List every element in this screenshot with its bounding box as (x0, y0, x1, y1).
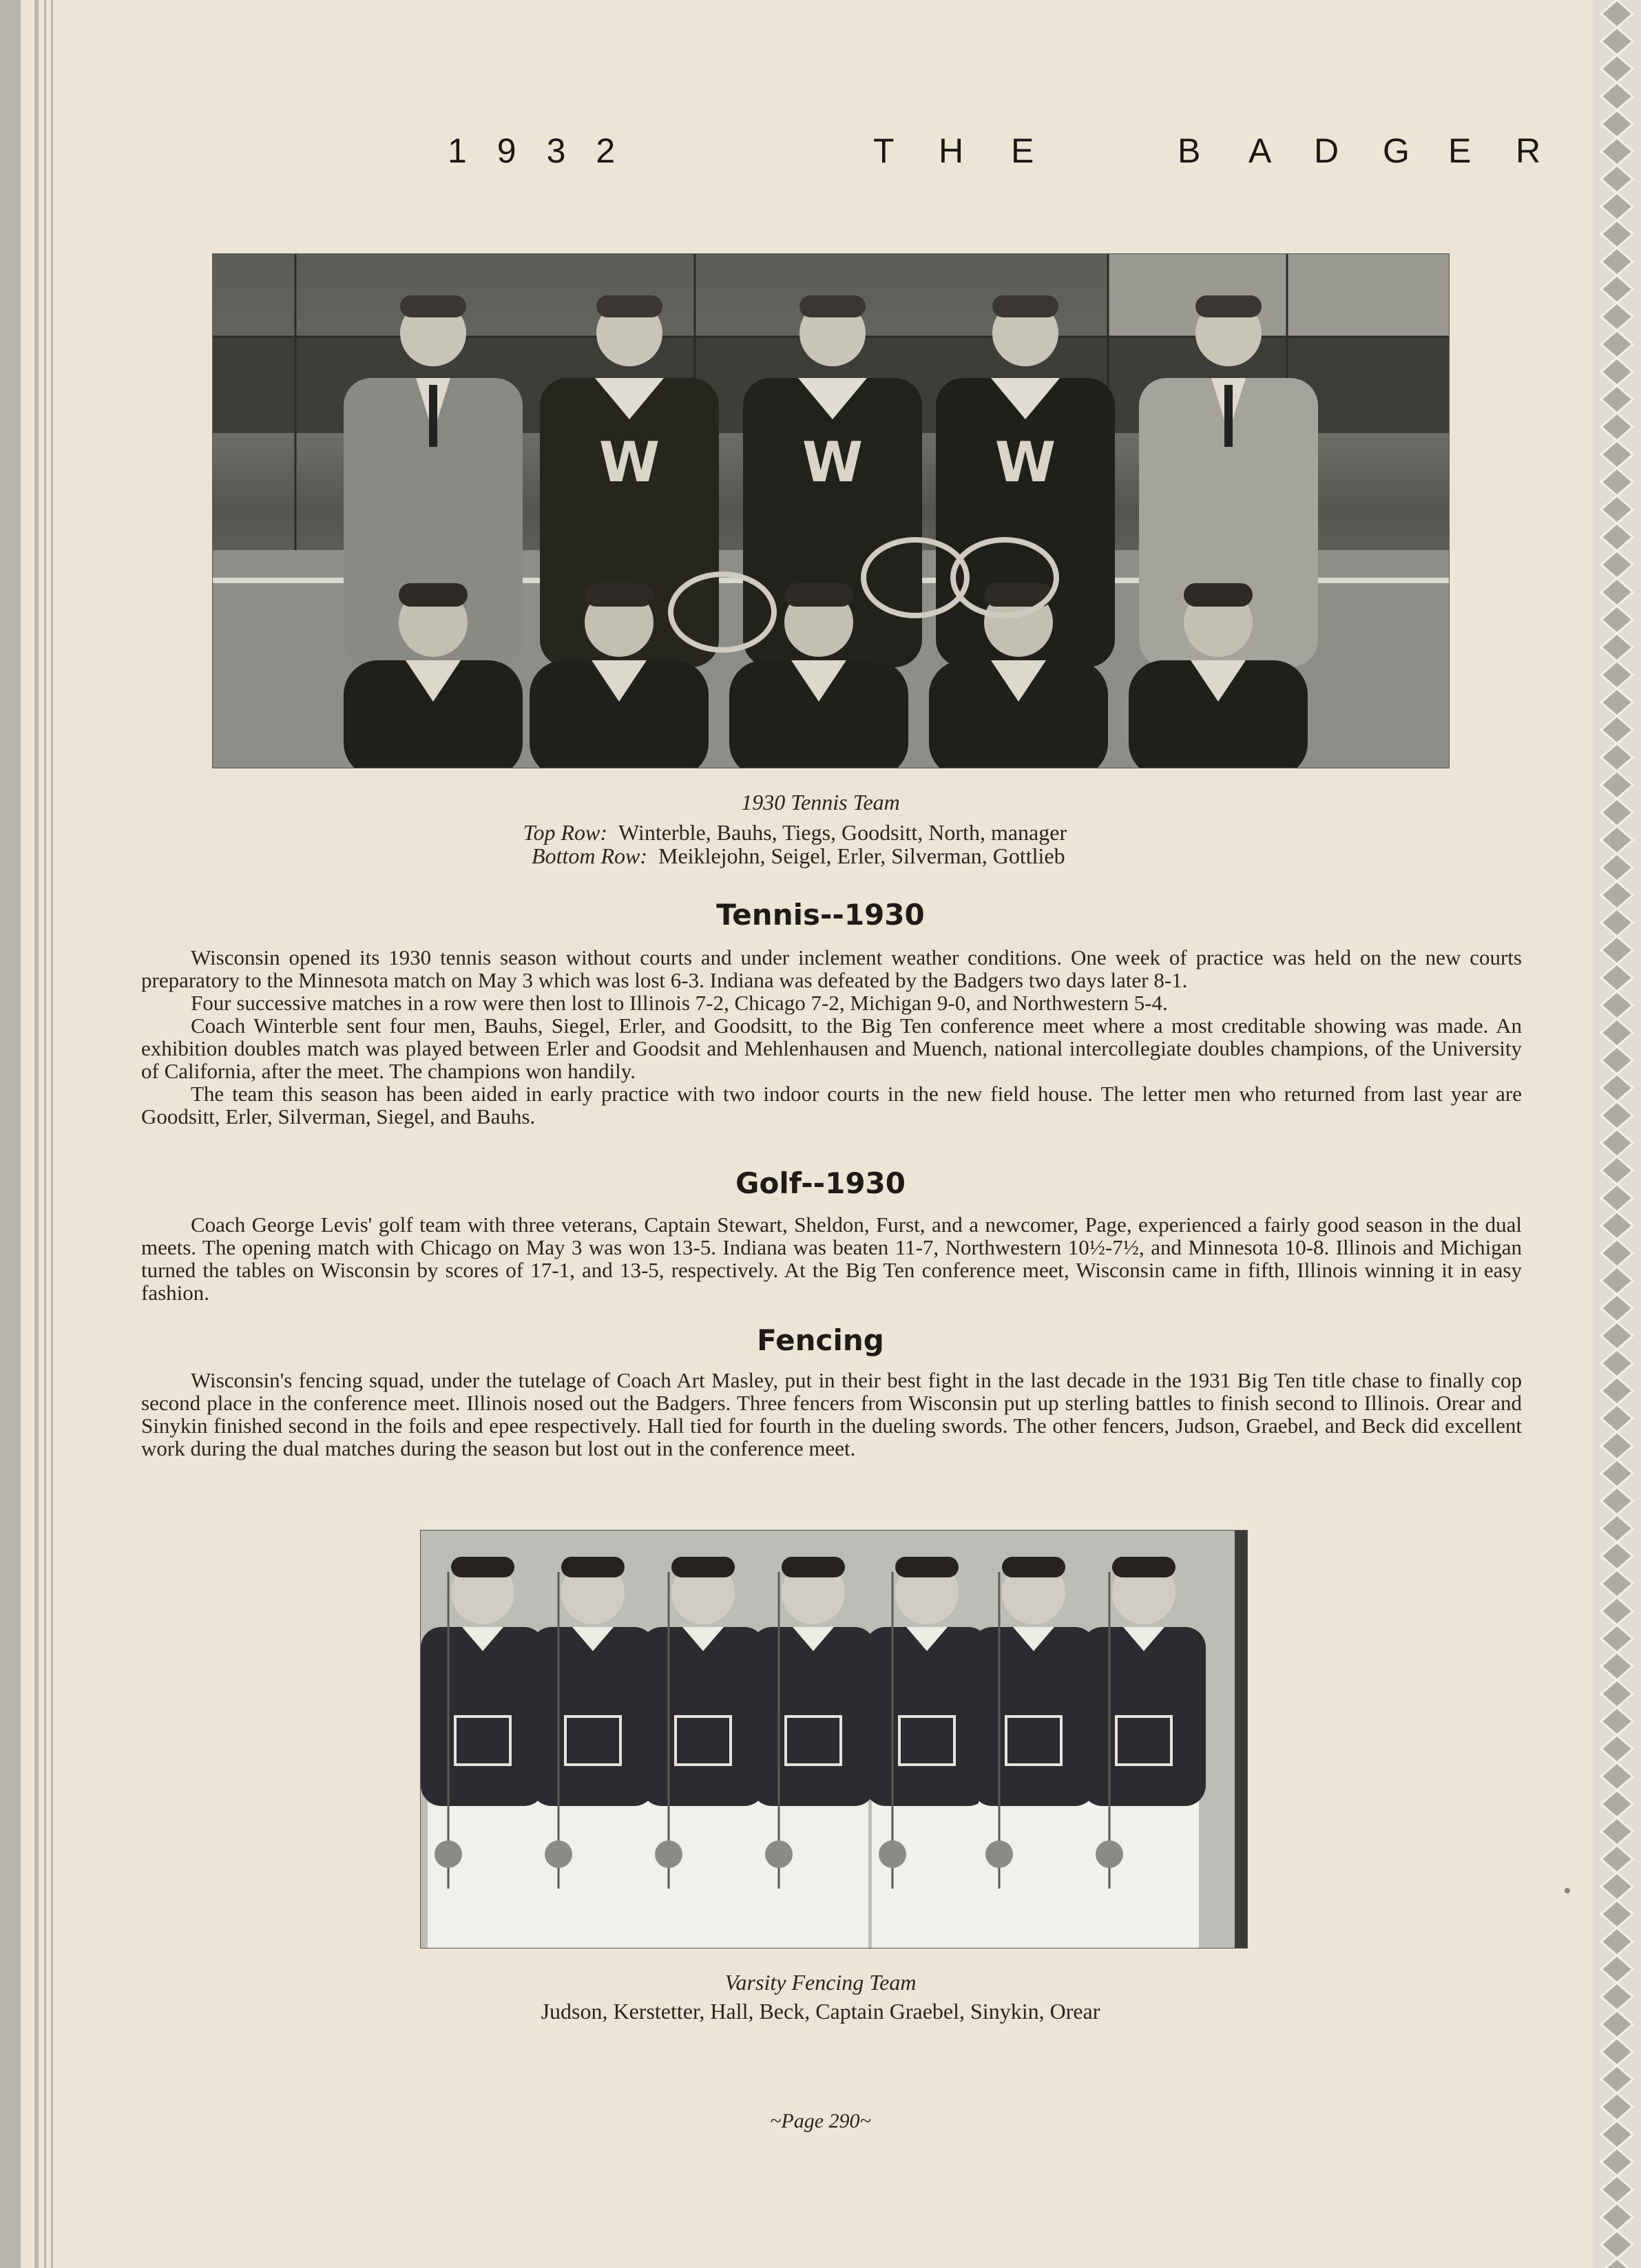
border-diamond (1601, 413, 1633, 441)
tennis-body (141, 946, 1522, 1128)
border-diamond (1601, 1597, 1633, 1625)
border-diamond (1601, 441, 1633, 468)
player-hair (585, 583, 654, 607)
border-diamond (1601, 1460, 1633, 1487)
border-diamond (1601, 1900, 1633, 1928)
paper-speck (1565, 1888, 1570, 1893)
top-row-label: Top Row: (523, 820, 607, 845)
border-diamond (1601, 2176, 1633, 2203)
border-diamond (1601, 689, 1633, 716)
fencer-hair (782, 1557, 845, 1577)
border-diamond (1601, 1294, 1633, 1322)
border-diamond (1601, 1763, 1633, 1790)
border-diamond (1601, 358, 1633, 386)
border-diamond (1601, 551, 1633, 578)
border-diamond (1601, 1487, 1633, 1515)
border-diamond (1601, 303, 1633, 330)
player-hair (992, 295, 1058, 317)
border-diamond (1601, 633, 1633, 661)
border-diamond (1601, 1432, 1633, 1460)
border-diamond (1601, 1515, 1633, 1542)
border-diamond (1601, 496, 1633, 523)
border-diamond (1601, 2066, 1633, 2093)
left-margin-strip (0, 0, 21, 2268)
fencer-hair (1002, 1557, 1065, 1577)
border-diamond (1601, 1735, 1633, 1763)
border-diamond (1601, 964, 1633, 991)
tennis-heading: Tennis--1930 (716, 898, 925, 932)
header-title-letter: B (1178, 132, 1201, 170)
header-year: 1932 (448, 132, 646, 170)
fencer-hair (1112, 1557, 1175, 1577)
foil-guard (435, 1840, 462, 1868)
fencing-caption-names-text: Judson, Kerstetter, Hall, Beck, Captain Graebel, Sinykin, Orear (541, 1999, 1100, 2024)
border-diamond (1601, 2038, 1633, 2066)
border-diamond (1601, 1102, 1633, 1129)
decorative-right-border (1593, 0, 1641, 2268)
border-diamond (1601, 744, 1633, 771)
fencing-paragraph: Wisconsin's fencing squad, under the tutelage of Coach Art Masley, put in their best fight in the last decade in the 1931 Big Ten title chase to finally cop second place in the conference meet. Illinois nosed out the Badgers. Three fencers from Wisconsin put up sterling battles to finish second to Illinois. Orear and Sinykin finished second in the foils and epee respectively. Hall tied for fourth in the dueling swords. The other fencers, Judson, Graebel, and Beck did excellent work during the dual matches during the season but lost out in the conference meet. (141, 1368, 1522, 1460)
border-diamond (1601, 193, 1633, 220)
tennis-caption-title (0, 790, 1641, 814)
border-diamond (1601, 1129, 1633, 1157)
header-title-letter: A (1248, 132, 1272, 170)
jersey-letter: W (598, 430, 660, 494)
border-diamond (1601, 2258, 1633, 2268)
golf-paragraph: Coach George Levis' golf team with three veterans, Captain Stewart, Sheldon, Furst, and a newcomer, Page, experienced a fairly good season in the dual meets. The opening match with Chicago on May 3 was won 13-5. Indiana was beaten 11-7, Northwestern 10½-7½, and Minnesota 10-8. Illinois and Michigan turned the tables on Wisconsin by scores of 17-1, and 13-5, respectively. At the Big Ten conference meet, Wisconsin came in fifth, Illinois winning it in easy fashion. (141, 1212, 1522, 1305)
border-diamond (1601, 1212, 1633, 1239)
border-diamond (1601, 1542, 1633, 1570)
border-diamond (1601, 1625, 1633, 1652)
foil-guard (1096, 1840, 1123, 1868)
border-diamond (1601, 220, 1633, 248)
fencer-hair (561, 1557, 625, 1577)
fencer-hair (451, 1557, 514, 1577)
border-diamond (1601, 0, 1633, 28)
border-diamond (1601, 1239, 1633, 1267)
border-diamond (1601, 661, 1633, 689)
player-hair (1184, 583, 1253, 607)
border-diamond (1601, 936, 1633, 964)
foil-guard (879, 1840, 906, 1868)
header-title-letter: R (1516, 132, 1541, 170)
border-diamond (1601, 1928, 1633, 1955)
border-diamond (1601, 523, 1633, 551)
border-diamond (1601, 28, 1633, 55)
page-number: ~Page 290~ (770, 2110, 871, 2132)
foil-guard (765, 1840, 793, 1868)
jersey-letter: W (994, 430, 1056, 494)
border-diamond (1601, 275, 1633, 303)
fencer-hair (895, 1557, 959, 1577)
border-diamond (1601, 1873, 1633, 1900)
player-hair (1195, 295, 1262, 317)
player-hair (799, 295, 866, 317)
page-header (427, 124, 1541, 179)
border-diamond (1601, 991, 1633, 1019)
border-diamond (1601, 55, 1633, 83)
left-rule-middle (44, 0, 46, 2268)
tennis-paragraph: The team this season has been aided in early practice with two indoor courts in the new field house. The letter men who returned from last year are Goodsitt, Erler, Silverman, Siegel, and Bauhs. (141, 1082, 1522, 1128)
fencing-body (141, 1369, 1522, 1460)
fencing-caption-names (0, 1999, 1641, 2023)
player-tie (1224, 385, 1233, 447)
border-diamond (1601, 83, 1633, 110)
player-hair (596, 295, 662, 317)
border-diamond (1601, 1818, 1633, 1845)
fencing-heading: Fencing (757, 1323, 884, 1357)
border-diamond (1601, 468, 1633, 496)
left-rule-outer (34, 0, 39, 2268)
border-diamond (1601, 1790, 1633, 1818)
border-diamond (1601, 1377, 1633, 1405)
border-diamond (1601, 1267, 1633, 1294)
foil-guard (655, 1840, 682, 1868)
player-hair (400, 295, 466, 317)
tennis-paragraph: Coach Winterble sent four men, Bauhs, Siegel, Erler, and Goodsitt, to the Big Ten conference meet where a most creditable showing was made. An exhibition doubles match was played between Erler and Goodsit and Mehlenhausen and Muench, national intercollegiate doubles champions, of the University of California, after the meet. The champions won handily. (141, 1014, 1522, 1083)
border-diamond (1601, 716, 1633, 744)
header-title-letter: E (1011, 132, 1034, 170)
tennis-paragraph: Wisconsin opened its 1930 tennis season without courts and under inclement weather conditions. One week of practice was held on the new courts preparatory to the Minnesota match on May 3 which was lost 6-3. Indiana was defeated by the Badgers two days later 8-1. (141, 945, 1522, 992)
border-diamond (1601, 1047, 1633, 1074)
golf-body (141, 1213, 1522, 1304)
top-row-names: Winterble, Bauhs, Tiegs, Goodsitt, North, manager (618, 820, 1067, 845)
header-title-letter: E (1448, 132, 1472, 170)
header-title-letter: T (873, 132, 895, 170)
border-diamond (1601, 138, 1633, 165)
border-diamond (1601, 1680, 1633, 1708)
border-diamond (1601, 826, 1633, 854)
border-diamond (1601, 854, 1633, 881)
jersey-letter: W (802, 430, 864, 494)
left-rule-inner (51, 0, 53, 2268)
border-diamond (1601, 1570, 1633, 1597)
border-diamond (1601, 2231, 1633, 2258)
tennis-paragraph: Four successive matches in a row were then lost to Illinois 7-2, Chicago 7-2, Michigan 9-0, and Northwestern 5-4. (191, 991, 1168, 1015)
header-title-letter: D (1314, 132, 1339, 170)
player-hair (784, 583, 853, 607)
border-diamond (1601, 1708, 1633, 1735)
tennis-caption-title-text: 1930 Tennis Team (741, 790, 900, 815)
player-tie (429, 385, 437, 447)
bottom-row-names: Meiklejohn, Seigel, Erler, Silverman, Gottlieb (658, 843, 1065, 868)
border-diamond (1601, 330, 1633, 358)
fencing-caption-title-text: Varsity Fencing Team (724, 1970, 917, 1995)
fencing-team-photo (420, 1530, 1248, 1949)
border-diamond (1601, 578, 1633, 606)
border-diamond (1601, 248, 1633, 275)
border-diamond (1601, 2203, 1633, 2231)
fencing-caption-title (0, 1971, 1641, 1994)
border-diamond (1601, 386, 1633, 413)
fencer-hair (671, 1557, 735, 1577)
border-diamond (1601, 1845, 1633, 1873)
tennis-team-photo (212, 253, 1450, 768)
border-diamond (1601, 2148, 1633, 2176)
foil-guard (985, 1840, 1013, 1868)
header-title-letter: G (1383, 132, 1410, 170)
border-diamond (1601, 1405, 1633, 1432)
border-diamond (1601, 1019, 1633, 1047)
foil-guard (545, 1840, 572, 1868)
border-diamond (1601, 606, 1633, 633)
border-diamond (1601, 110, 1633, 138)
golf-heading: Golf--1930 (735, 1166, 906, 1200)
border-diamond (1601, 1652, 1633, 1680)
header-title-letter: H (939, 132, 964, 170)
border-diamond (1601, 1074, 1633, 1102)
border-diamond (1601, 165, 1633, 193)
bottom-row-label: Bottom Row: (532, 843, 647, 868)
player-hair (399, 583, 468, 607)
